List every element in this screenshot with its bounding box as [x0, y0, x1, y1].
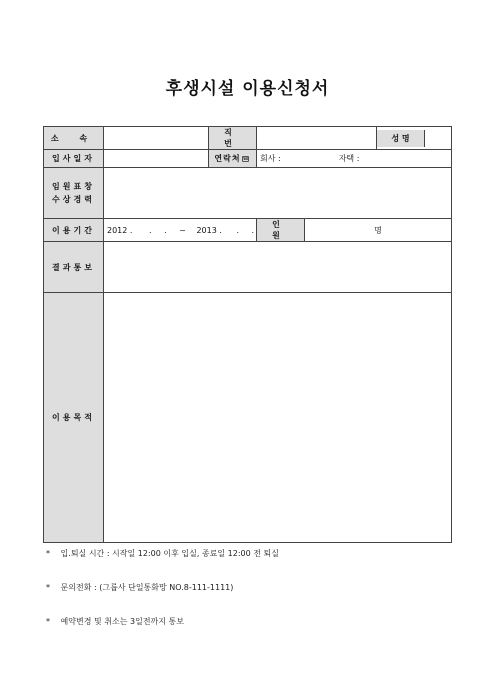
row-affiliation	[44, 127, 452, 150]
result-field[interactable]	[104, 242, 452, 293]
application-form-table	[43, 126, 452, 543]
note-bullet: *	[46, 549, 50, 558]
period-field[interactable]	[104, 219, 257, 242]
name-cell	[377, 127, 452, 150]
row-purpose	[44, 293, 452, 543]
note-text: 문의전화 : (그룹사 단일통화망 NO.8-111-1111)	[60, 583, 234, 592]
name-label: 성 명	[377, 130, 425, 147]
join-date-label: 입사일자	[44, 150, 104, 168]
awards-field[interactable]	[104, 168, 452, 219]
period-separator: ~	[179, 225, 186, 235]
period-start-year: 2012 .	[107, 225, 133, 235]
note-checkin-time	[46, 548, 279, 559]
awards-label	[44, 168, 104, 219]
contact-label: 연락처	[214, 154, 241, 163]
affiliation-label: 소 속	[44, 127, 104, 150]
purpose-label: 이용목적	[44, 293, 104, 543]
period-label: 이용기간	[44, 219, 104, 242]
company-phone-label: 회사 :	[260, 154, 281, 163]
note-text: 입.퇴실 시간 : 시작일 12:00 이후 입실, 종료일 12:00 전 퇴실	[60, 549, 279, 558]
note-contact-phone	[46, 582, 233, 593]
phone-icon: ☎	[242, 155, 250, 162]
row-period	[44, 219, 452, 242]
row-result	[44, 242, 452, 293]
period-start-dots: . .	[149, 225, 167, 235]
row-join-date	[44, 150, 452, 168]
row-awards	[44, 168, 452, 219]
affiliation-field[interactable]	[104, 127, 209, 150]
people-unit: 명	[374, 225, 382, 235]
note-reservation-change	[46, 616, 184, 627]
document-title: 후생시설 이용신청서	[165, 79, 330, 99]
note-text: 예약변경 및 취소는 3일전까지 통보	[60, 617, 184, 626]
awards-label-line1: 임원표창	[52, 182, 95, 191]
result-label: 결과통보	[44, 242, 104, 293]
note-bullet: *	[46, 617, 50, 626]
position-label: 직 번	[209, 127, 257, 150]
home-phone-label: 자택 :	[338, 154, 360, 163]
people-label: 인 원	[257, 219, 305, 242]
awards-label-line2: 수상경력	[52, 195, 95, 204]
purpose-field[interactable]	[104, 293, 452, 543]
contact-label-box	[209, 150, 257, 167]
join-date-field[interactable]	[104, 150, 209, 168]
period-end-dots: . .	[236, 225, 255, 235]
name-field[interactable]	[425, 130, 451, 147]
position-field[interactable]	[257, 127, 377, 150]
people-field[interactable]	[305, 219, 452, 242]
period-end-year: 2013 .	[196, 225, 222, 235]
note-bullet: *	[46, 583, 50, 592]
contact-cell	[209, 150, 452, 168]
